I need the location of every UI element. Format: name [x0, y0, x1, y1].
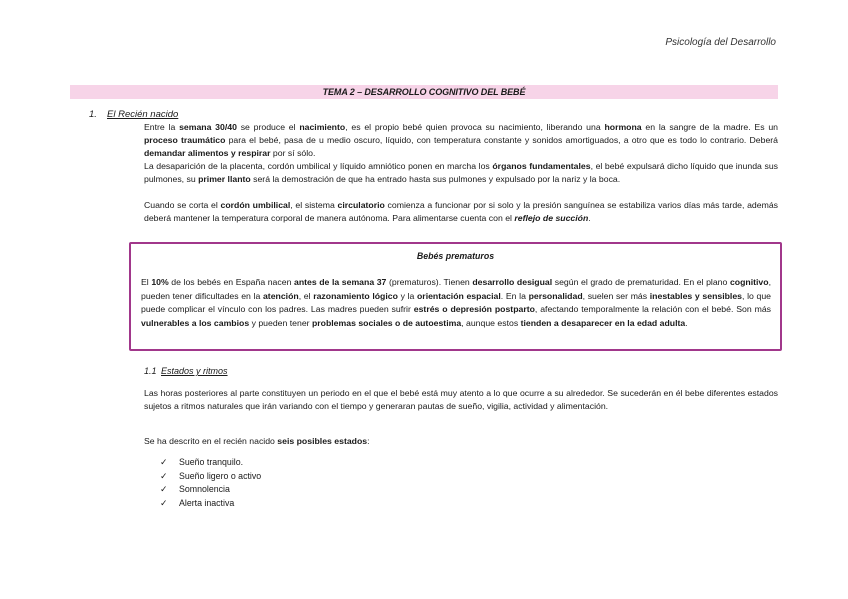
- callout-body: El 10% de los bebés en España nacen antes de la semana 37 (prematuros). Tienen desarrollo desigual según el grado de prematuridad. En el plano cognitivo, pueden tener dificultades en la atención, el razonamiento lógico y la orientación espacial. En la personalidad, suelen ser más inestables y sensibles, lo que puede complicar el vínculo con los padres. Las madres pueden sufrir estrés o depresión postparto, afectando temporalmente la relación con el bebé. Son más vulnerables a los cambios y pueden tener problemas sociales o de autoestima, aunque estos tienden a desaparecer en la edad adulta.: [141, 277, 772, 328]
- subsection-number: 1.1: [144, 366, 157, 376]
- list-item: ✓ Sueño ligero o activo: [160, 470, 261, 484]
- paragraph-birth: Entre la semana 30/40 se produce el nacimiento, es el propio bebé quien provoca su nacimiento, liberando una hormona en la sangre de la madre. Es un proceso traumático para el bebé, pasa de u medio oscuro, líquido, con temperatura constante y sonidos amortiguados, a otro que es todo lo contrario. Deberá demandar alimentos y respirar por sí sólo.: [144, 122, 778, 158]
- states-list: [160, 456, 261, 510]
- paragraph-six-states: Se ha descrito en el recién nacido seis posibles estados:: [144, 436, 370, 446]
- subsection-title: Estados y ritmos: [161, 366, 228, 376]
- document-title: TEMA 2 – DESARROLLO COGNITIVO DEL BEBÉ: [70, 85, 778, 99]
- checkmark-icon: ✓: [160, 484, 168, 494]
- paragraph-placenta: La desaparición de la placenta, cordón umbilical y líquido amniótico ponen en marcha los órganos fundamentales, el bebé expulsará dicho líquido que inunda sus pulmones, su primer llanto será la demostración de que ha entrado hasta sus pulmones y expulsado por la nariz y la boca.: [144, 161, 778, 184]
- paragraph-states-intro: Las horas posteriores al parte constituyen un periodo en el que el bebé está muy atento a lo que ocurre a su alrededor. Se sucederán en él bebe diferentes estados sujetos a ritmos naturales que irán variando con el tiempo y generaran pautas de sueño, vigilia, actividad y alimentación.: [144, 388, 778, 411]
- list-item: ✓ Somnolencia: [160, 483, 261, 497]
- checkmark-icon: ✓: [160, 457, 168, 467]
- paragraph-umbilical-cord: Cuando se corta el cordón umbilical, el sistema circulatorio comienza a funcionar por si solo y la presión sanguínea se estabiliza varios días más tarde, además deberá mantener la temperatura corporal de manera autónoma. Para alimentarse cuenta con el reflejo de succión.: [144, 200, 779, 223]
- section-title: El Recién nacido: [107, 109, 179, 120]
- callout-title: Bebés prematuros: [416, 251, 495, 261]
- checkmark-icon: ✓: [160, 470, 168, 481]
- running-header: Psicología del Desarrollo: [665, 37, 776, 48]
- premature-babies-callout: [129, 242, 782, 351]
- list-item: ✓ Alerta inactiva: [160, 497, 261, 511]
- list-item: ✓ Sueño tranquilo.: [160, 456, 261, 470]
- section-number: 1.: [89, 109, 97, 120]
- checkmark-icon: ✓: [160, 497, 168, 508]
